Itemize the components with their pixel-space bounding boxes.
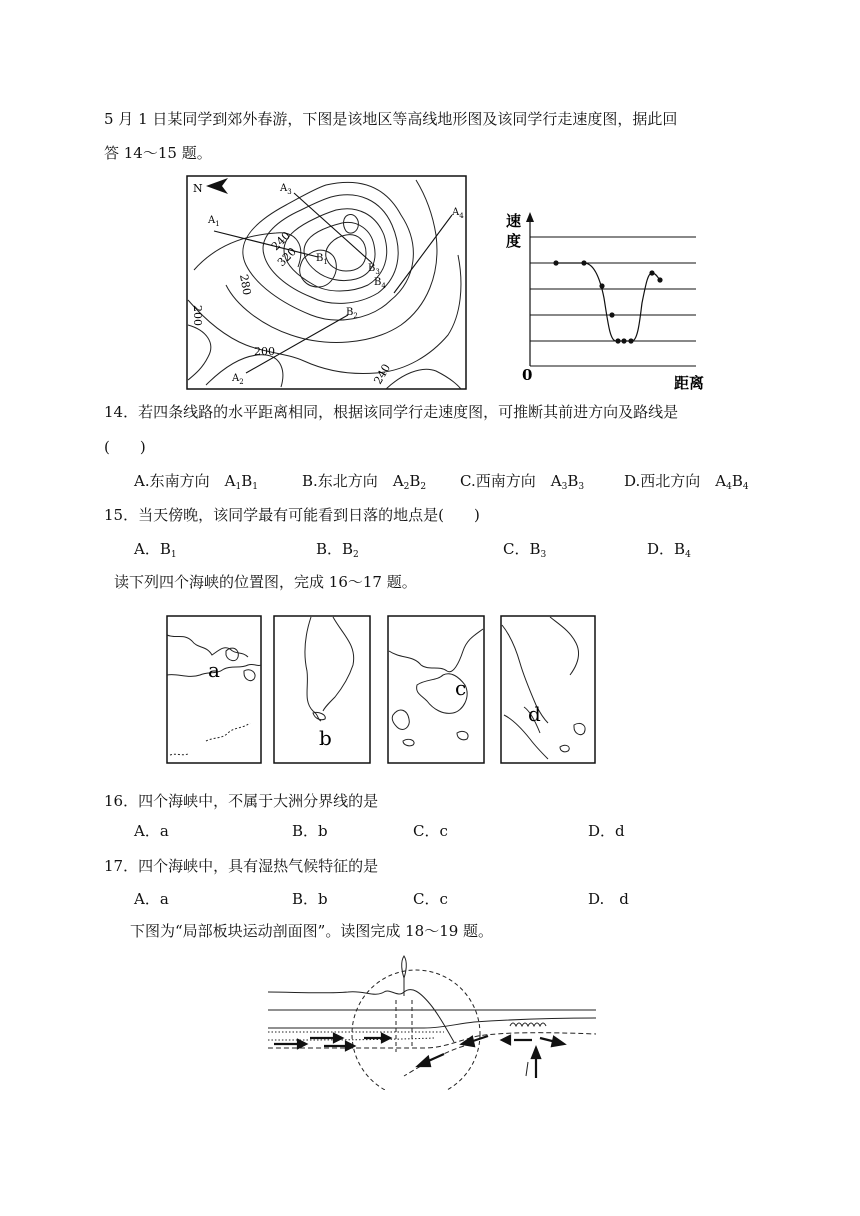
plate-section-diagram [264, 952, 600, 1090]
strait-label-b: b [319, 726, 332, 750]
strait-label-a: a [208, 658, 220, 682]
q14-option-c: C.西南方向 $A_3B_3$ [460, 472, 585, 492]
q15-option-b: B．$B_2$ [316, 540, 359, 560]
point-label-b4: $B_4$ [374, 277, 386, 290]
strait-label-d: d [528, 702, 541, 726]
q17-option-b: B．b [292, 890, 328, 908]
q17-stem: 17．四个海峡中，具有湿热气候特征的是 [104, 857, 379, 875]
contour-map [186, 175, 468, 391]
intro-line-1: 5 月 1 日某同学到郊外春游，下图是该地区等高线地形图及该同学行走速度图，据此回 [104, 110, 678, 128]
point-label-b2: $B_2$ [346, 307, 358, 320]
q15-option-d: D．$B_4$ [647, 540, 691, 560]
contour-label: 320 [274, 245, 299, 270]
point-label-a4: $A_4$ [452, 207, 464, 220]
intro-3: 下图为“局部板块运动剖面图”。读图完成 18～19 题。 [130, 922, 494, 940]
speed-chart [504, 208, 704, 392]
q17-option-c: C．c [413, 890, 448, 908]
strait-map-b [273, 615, 371, 765]
strait-map-a [166, 615, 262, 765]
point-label-a2: $A_2$ [232, 373, 244, 386]
q14-option-a: A.东南方向 $A_1B_1$ [134, 472, 258, 492]
intro-line-2: 答 14～15 题。 [104, 144, 212, 162]
north-arrow-icon [206, 178, 228, 194]
contour-label: 240 [371, 361, 394, 387]
q16-option-c: C．c [413, 822, 448, 840]
point-label-b1: $B_1$ [316, 253, 328, 266]
speed-ylabel-2: 度 [506, 232, 522, 250]
q17-option-d: D. d [588, 890, 629, 908]
point-label-a1: $A_1$ [208, 215, 220, 228]
q16-option-a: A．a [134, 822, 169, 840]
strait-map-c [387, 615, 485, 765]
q14-option-d: D.西北方向 $A_4B_4$ [624, 472, 749, 492]
q16-stem: 16．四个海峡中，不属于大洲分界线的是 [104, 792, 379, 810]
contour-label: 200 [254, 345, 275, 358]
q15-stem: 15．当天傍晚，该同学最有可能看到日落的地点是( ) [104, 506, 480, 524]
speed-xlabel: 距离 [674, 374, 704, 392]
y-axis-arrow-icon [526, 212, 534, 222]
intro-2: 读下列四个海峡的位置图，完成 16～17 题。 [114, 573, 417, 591]
contour-label: 200 [191, 305, 204, 326]
point-label-a3: $A_3$ [280, 183, 292, 196]
q14-option-b: B.东北方向 $A_2B_2$ [302, 472, 427, 492]
strait-label-c: c [455, 676, 467, 700]
contour-label: 280 [237, 273, 254, 297]
contour-label: 240 [268, 229, 293, 254]
q17-option-a: A．a [134, 890, 169, 908]
q16-option-b: B．b [292, 822, 328, 840]
q15-option-a: A．$B_1$ [134, 540, 177, 560]
q14-paren: ( ) [104, 438, 146, 456]
speed-origin: 0 [522, 366, 533, 384]
strait-map-d [500, 615, 596, 765]
q14-stem: 14．若四条线路的水平距离相同，根据该同学行走速度图，可推断其前进方向及路线是 [104, 403, 679, 421]
q16-option-d: D．d [588, 822, 625, 840]
point-label-b3: $B_3$ [368, 263, 380, 276]
speed-ylabel-1: 速 [506, 212, 522, 230]
north-label: N [193, 182, 203, 195]
q15-option-c: C．$B_3$ [503, 540, 547, 560]
